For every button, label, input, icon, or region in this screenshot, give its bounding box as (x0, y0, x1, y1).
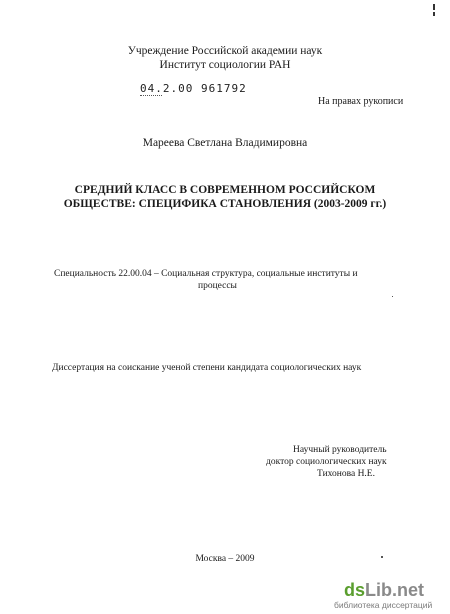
scan-mark (430, 4, 438, 18)
supervisor-name: Тихонова Н.Е. (317, 469, 375, 479)
supervisor-role: Научный руководитель (293, 445, 387, 455)
institution-name: Учреждение Российской академии наук (127, 45, 323, 57)
stamp-code: 04.2.00 961792 (140, 82, 247, 95)
rights-note: На правах рукописи (318, 96, 404, 107)
title-line-1: СРЕДНИЙ КЛАСС В СОВРЕМЕННОМ РОССИЙСКОМ (74, 184, 376, 196)
specialty-line-1: Специальность 22.00.04 – Социальная структура, социальные институты и (54, 269, 358, 279)
watermark-logo (330, 578, 450, 614)
watermark-subtitle: библиотека диссертаций (334, 600, 433, 610)
city-year: Москва – 2009 (195, 554, 255, 564)
specialty-line-2: процессы (198, 281, 237, 291)
institute-name: Институт социологии РАН (159, 59, 291, 71)
dissertation-note: Диссертация на соискание ученой степени кандидата социологических наук (52, 363, 362, 373)
supervisor-degree: доктор социологических наук (266, 457, 387, 467)
registration-stamp (140, 82, 247, 95)
title-line-2: ОБЩЕСТВЕ: СПЕЦИФИКА СТАНОВЛЕНИЯ (2003-2009 гг.) (63, 198, 387, 210)
watermark-logo-text: dsLib.net (344, 580, 425, 600)
author-name: Мареева Светлана Владимировна (142, 137, 308, 149)
